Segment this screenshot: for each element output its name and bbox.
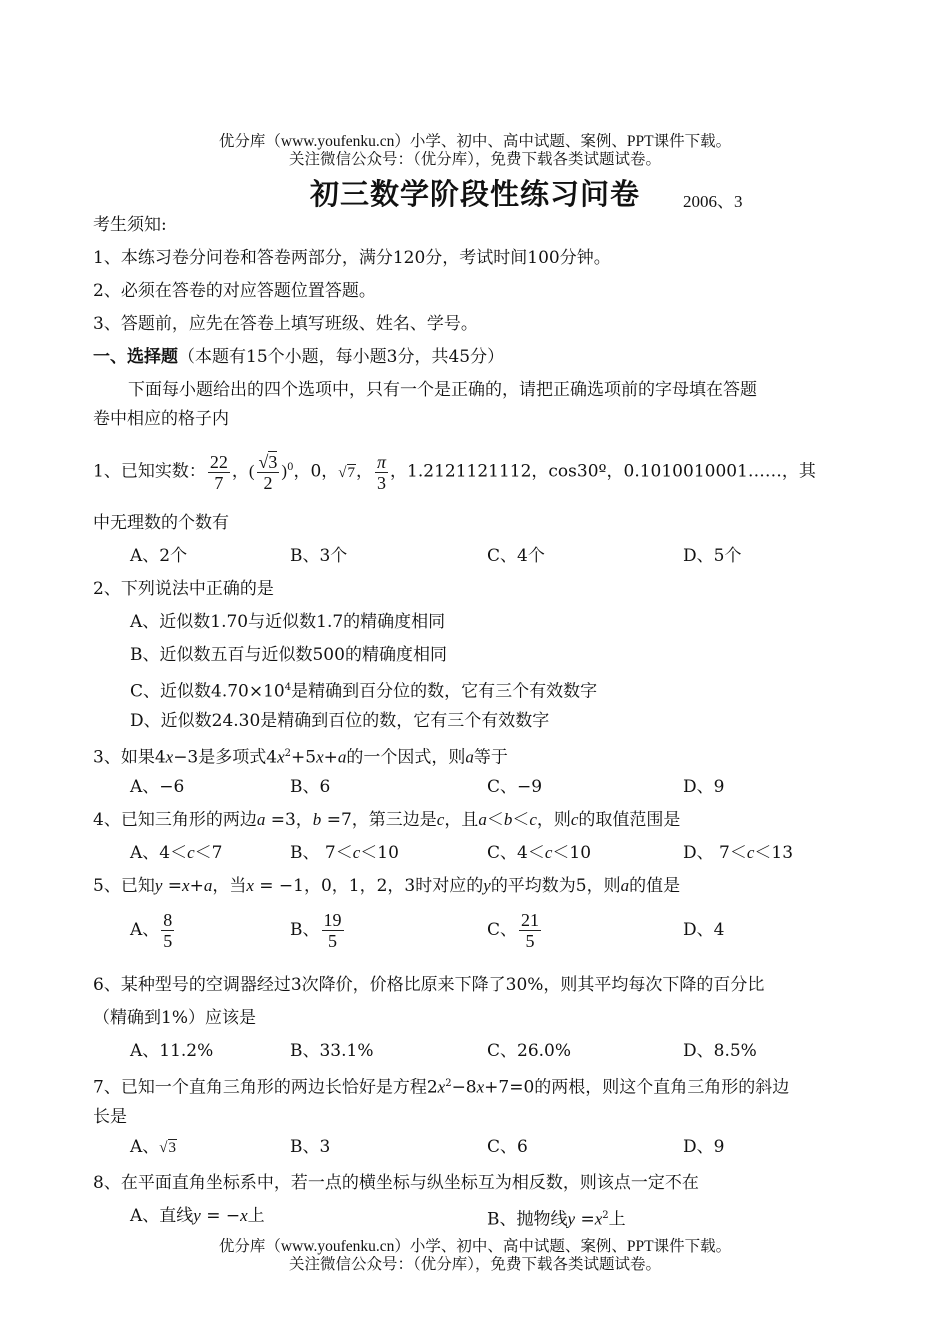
q1-paren-close: ) [281, 461, 288, 481]
q7-s3: +7=0的两根，则这个直角三角形的斜边 [484, 1077, 790, 1098]
q6-option-b: B、33.1% [290, 1041, 374, 1061]
header-line-1: 优分库（www.youfenku.cn）小学、初中、高中试题、案例、PPT课件下载。 [218, 133, 732, 150]
q5-option-c-fraction [519, 910, 541, 951]
q7-x: x [437, 1077, 446, 1097]
question-4-stem [93, 809, 680, 831]
q1-f3-num: π [377, 451, 387, 472]
q6-option-d: D、8.5% [683, 1041, 757, 1061]
q5-option-b-label: B、 [290, 920, 320, 940]
q6-option-a: A、11.2% [130, 1041, 214, 1061]
q7-sup: 2 [445, 1078, 452, 1089]
q5-s2: = [162, 876, 183, 896]
question-6-line-1: 6、某种型号的空调器经过3次降价，价格比原来下降了30%，则其平均每次下降的百分比 [93, 975, 765, 995]
q8-option-a [130, 1205, 265, 1227]
q4-option-d-pre: D、 7＜ [683, 843, 747, 863]
q5-x2: x [246, 876, 254, 895]
q4-s6: ＜ [512, 810, 530, 830]
q5-option-d: D、4 [683, 920, 725, 940]
question-3-stem [93, 743, 508, 769]
q2-option-b: B、近似数五百与近似数500的精确度相同 [130, 645, 447, 665]
q6-option-c: C、26.0% [487, 1041, 572, 1061]
q7-option-a [130, 1136, 177, 1159]
q1-option-b: B、3个 [290, 546, 348, 566]
q3-s1: 3、如果4 [93, 747, 166, 768]
q8-option-a-post: 上 [247, 1206, 265, 1226]
q1-f1-num: 22 [209, 451, 228, 472]
q1-f1-den: 7 [214, 472, 224, 493]
q3-option-c: C、−9 [487, 777, 543, 797]
q3-a2: a [465, 747, 474, 767]
q1-paren-open: ( [248, 461, 255, 481]
q3-x: x [165, 747, 174, 767]
section-1-heading-line [93, 346, 504, 368]
q3-x2: x [277, 747, 285, 767]
q8-option-b-pre: B、抛物线 [487, 1209, 568, 1230]
q1-exponent: 0 [287, 462, 294, 473]
q5-s5: = −1，0，1，2，3时对应的 [253, 876, 484, 896]
q5-y2: y [483, 876, 491, 895]
q1-fraction-pi-3 [375, 452, 388, 493]
q5-option-c-label: C、 [487, 920, 518, 940]
question-1-line-1: 1、已知实数： $\frac{22}{7}$ ，( $\frac{√3}{2}$ )$^0$，0，√7， $\frac{\pi}{3}$ ，1.2121121112，cos30º，0.1010010001……，其 [93, 451, 816, 493]
q5-x: x [182, 876, 190, 895]
q4-option-d [683, 842, 793, 864]
q2-option-c-sup: 4 [284, 682, 292, 693]
q3-x3: x [316, 747, 324, 767]
notice-item-2: 2、必须在答卷的对应答题位置答题。 [93, 281, 376, 301]
q4-option-b-var: c [352, 843, 361, 862]
q4-c3: c [570, 810, 579, 829]
q3-s4: + [323, 747, 338, 768]
section-1-instruction-1: 下面每小题给出的四个选项中，只有一个是正确的，请把正确选项前的字母填在答题 [128, 380, 757, 400]
q2-option-c-pre: C、近似数4.70×10 [130, 681, 285, 702]
q1-zero: 0 [310, 461, 322, 482]
q1-option-c: C、4个 [487, 546, 545, 566]
q4-c: c [436, 810, 445, 829]
q5-option-a-den: 5 [163, 931, 173, 951]
q1-fraction-22-7 [208, 452, 230, 493]
q8-option-b-y: y [567, 1209, 576, 1229]
page-title: 初三数学阶段性练习问卷 [309, 177, 640, 211]
q1-prefix: 1、已知实数： [93, 461, 206, 482]
q4-option-a-pre: A、4＜ [130, 843, 188, 863]
notice-item-1: 1、本练习卷分问卷和答卷两部分，满分120分，考试时间100分钟。 [93, 248, 611, 268]
q2-option-c-post: 是精确到百分位的数，它有三个有效数字 [291, 681, 598, 702]
q5-s7: 的值是 [629, 876, 681, 896]
question-8-stem: 8、在平面直角坐标系中，若一点的横坐标与纵坐标互为相反数，则该点一定不在 [93, 1173, 699, 1193]
q4-s5: ＜ [486, 810, 504, 830]
q1-sqrt-7: √7 [338, 464, 355, 481]
q4-option-a-var: c [187, 843, 195, 862]
q5-option-b-den: 5 [328, 931, 337, 951]
q4-option-b-pre: B、 7＜ [290, 843, 353, 863]
q8-option-a-x: x [240, 1206, 248, 1225]
q2-option-c [130, 677, 597, 703]
q5-a2: a [620, 876, 630, 895]
q4-option-b-post: ＜10 [360, 843, 399, 863]
footer-line-2: 关注微信公众号：（优分库），免费下载各类试题试卷。 [288, 1256, 661, 1273]
q4-b2: b [503, 810, 513, 829]
section-1-note: （本题有15个小题，每小题3分，共45分） [178, 347, 505, 367]
q3-s6: 等于 [473, 747, 508, 768]
q1-rest: ，1.2121121112，cos30º，0.1010010001……，其 [390, 461, 816, 482]
exam-date: 2006、3 [683, 192, 743, 211]
notice-heading: 考生须知: [93, 215, 167, 235]
q7-s1: 7、已知一个直角三角形的两边长恰好是方程2 [93, 1077, 438, 1098]
q3-option-b: B、6 [290, 777, 331, 797]
q1-f3-den: 3 [377, 472, 387, 493]
q5-s4: ，当 [212, 876, 247, 896]
q4-a2: a [478, 810, 487, 829]
q3-s5: 的一个因式，则 [346, 747, 466, 768]
header-line-2: 关注微信公众号：（优分库），免费下载各类试题试卷。 [288, 151, 661, 168]
q3-a: a [337, 747, 347, 767]
q8-option-b [487, 1205, 626, 1231]
q3-sup: 2 [284, 748, 291, 759]
q7-option-a-sqrt: √3 [159, 1140, 177, 1156]
question-6-line-2: （精确到1%）应该是 [93, 1008, 256, 1028]
question-2-stem: 2、下列说法中正确的是 [93, 579, 274, 599]
question-5-stem [93, 875, 680, 897]
q7-s2: −8 [451, 1077, 477, 1098]
q4-option-c-var: c [544, 843, 553, 862]
q4-option-c [487, 842, 591, 864]
q4-a: a [256, 810, 266, 829]
q4-s8: 的取值范围是 [578, 810, 681, 830]
q8-option-b-mid: = [575, 1209, 595, 1230]
notice-item-3: 3、答题前，应先在答卷上填写班级、姓名、学号。 [93, 314, 478, 334]
section-1-instruction-2: 卷中相应的格子内 [93, 409, 229, 429]
section-1-heading: 一、选择题 [93, 347, 178, 367]
q4-option-a-post: ＜7 [194, 843, 223, 863]
q3-option-a: A、−6 [130, 777, 185, 797]
q5-option-a-fraction [161, 910, 174, 951]
q7-option-a-label: A、 [130, 1137, 160, 1157]
q1-f2-num: √3 [258, 451, 278, 472]
q5-option-a-label: A、 [130, 920, 160, 940]
q4-s7: ，则 [536, 810, 571, 830]
q5-option-c [487, 908, 543, 952]
q5-option-a-num: 8 [163, 910, 173, 930]
q3-s3: +5 [291, 747, 317, 768]
q4-option-d-var: c [746, 843, 755, 862]
q4-s2: =3， [265, 810, 313, 830]
q7-option-b: B、3 [290, 1137, 331, 1157]
q5-a: a [203, 876, 213, 895]
question-7-line-1 [93, 1073, 789, 1099]
q5-s6: 的平均数为5，则 [490, 876, 621, 896]
q1-sqrt-7-value: 7 [347, 464, 355, 481]
q4-s3: =7，第三边是 [321, 810, 437, 830]
q5-option-b-num: 19 [323, 910, 342, 930]
question-1-line-2: 中无理数的个数有 [93, 513, 229, 533]
q4-b: b [312, 810, 322, 829]
q2-option-a: A、近似数1.70与近似数1.7的精确度相同 [130, 612, 446, 632]
q5-option-b [290, 908, 346, 952]
q5-s1: 5、已知 [93, 876, 155, 896]
q7-option-c: C、6 [487, 1137, 528, 1157]
q4-c2: c [529, 810, 537, 829]
q4-s1: 4、已知三角形的两边 [93, 810, 257, 830]
q1-f2-num-value: 3 [268, 451, 278, 472]
q4-option-c-pre: C、4＜ [487, 843, 545, 863]
q5-option-b-fraction [322, 910, 344, 951]
q8-option-a-mid: = − [200, 1206, 241, 1226]
question-7-line-2: 长是 [93, 1107, 127, 1127]
q5-y: y [154, 876, 163, 895]
q8-option-b-post: 上 [608, 1209, 626, 1230]
q5-option-a [130, 908, 176, 952]
q3-s2: −3是多项式4 [173, 747, 278, 768]
q8-option-a-pre: A、直线 [130, 1206, 194, 1226]
q1-option-d: D、5个 [683, 546, 742, 566]
q7-x2: x [476, 1077, 485, 1097]
q5-option-c-num: 21 [521, 910, 540, 930]
q8-option-a-y: y [193, 1206, 201, 1225]
q7-option-d: D、9 [683, 1137, 725, 1157]
q5-s3: + [189, 876, 204, 896]
q1-fraction-root3-2 [257, 452, 280, 493]
q2-option-d: D、近似数24.30是精确到百位的数，它有三个有效数字 [130, 711, 550, 731]
q4-option-c-post: ＜10 [552, 843, 592, 863]
q7-option-a-sqrt-value: 3 [168, 1140, 177, 1156]
q4-option-a [130, 842, 222, 864]
q5-option-c-den: 5 [525, 931, 535, 951]
q4-option-d-post: ＜13 [754, 843, 794, 863]
q4-s4: ，且 [444, 810, 479, 830]
q1-option-a: A、2个 [130, 546, 188, 566]
q3-option-d: D、9 [683, 777, 725, 797]
q8-option-b-sup: 2 [602, 1210, 609, 1221]
q8-option-b-x: x [594, 1209, 603, 1229]
q1-f2-den: 2 [263, 472, 273, 493]
footer-line-1: 优分库（www.youfenku.cn）小学、初中、高中试题、案例、PPT课件下载。 [218, 1238, 732, 1255]
q4-option-b [290, 842, 399, 864]
